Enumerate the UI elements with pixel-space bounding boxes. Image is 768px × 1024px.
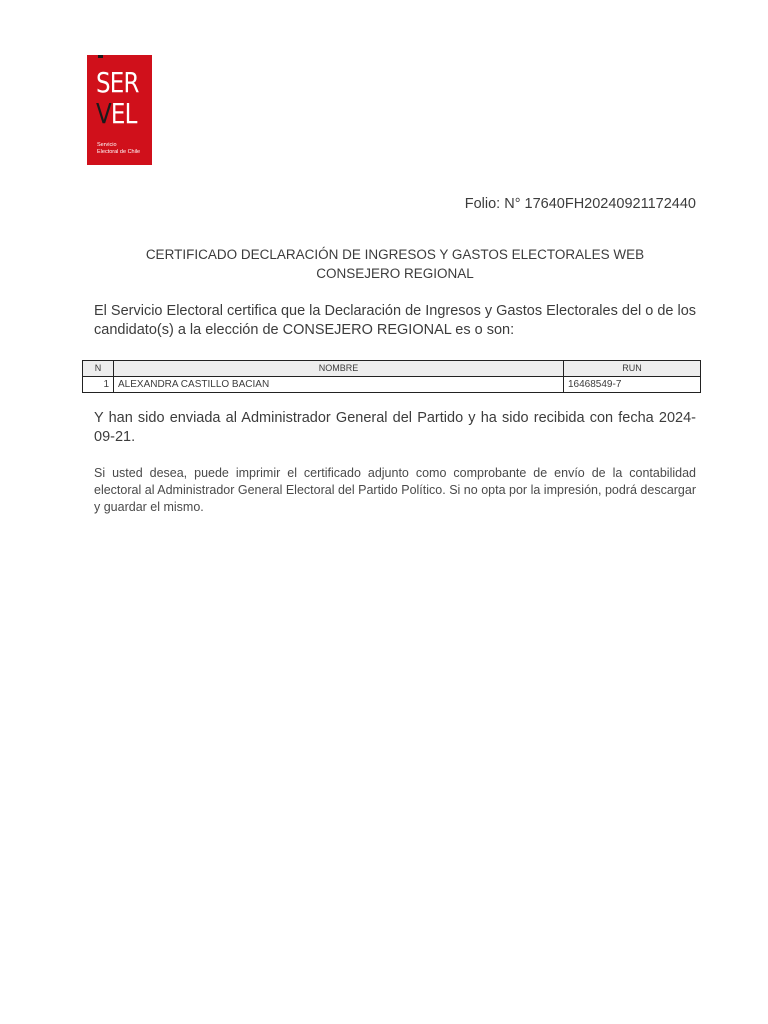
table-header-row [83,361,701,377]
logo-letter-v: V [96,97,111,130]
candidates-table [82,360,701,393]
sent-paragraph: Y han sido enviada al Administrador General del Partido y ha sido recibida con fecha 2024-09-21. [94,410,696,445]
logo-notch [98,55,103,58]
header-run: RUN [564,361,701,377]
logo-word-bottom [96,97,137,130]
logo-subtitle-line1: Servicio [97,142,117,148]
logo-subtitle-line2: Electoral de Chile [97,149,141,155]
logo-word-top: SER [96,66,139,99]
header-n: N [83,361,114,377]
certificate-title-line2: CONSEJERO REGIONAL [316,266,474,281]
table-row [83,377,701,393]
header-name: NOMBRE [114,361,564,377]
cell-n: 1 [83,377,114,393]
cell-run: 16468549-7 [564,377,701,393]
folio-number: Folio: N° 17640FH20240921172440 [464,196,696,212]
intro-paragraph: El Servicio Electoral certifica que la Declaración de Ingresos y Gastos Electorales del o de los candidato(s) a la elección de CONSEJERO REGIONAL es o son: [94,303,697,338]
note-paragraph: Si usted desea, puede imprimir el certificado adjunto como comprobante de envío de la contabilidad electoral al Administrador General Electoral del Partido Político. Si no opta por la impresión, podrá descargar y guardar el mismo. [94,466,696,514]
servel-logo [87,55,152,165]
cell-name: ALEXANDRA CASTILLO BACIAN [114,377,564,393]
logo-letters-el: EL [110,97,137,130]
certificate-title-line1: CERTIFICADO DECLARACIÓN DE INGRESOS Y GASTOS ELECTORALES WEB [145,247,645,262]
